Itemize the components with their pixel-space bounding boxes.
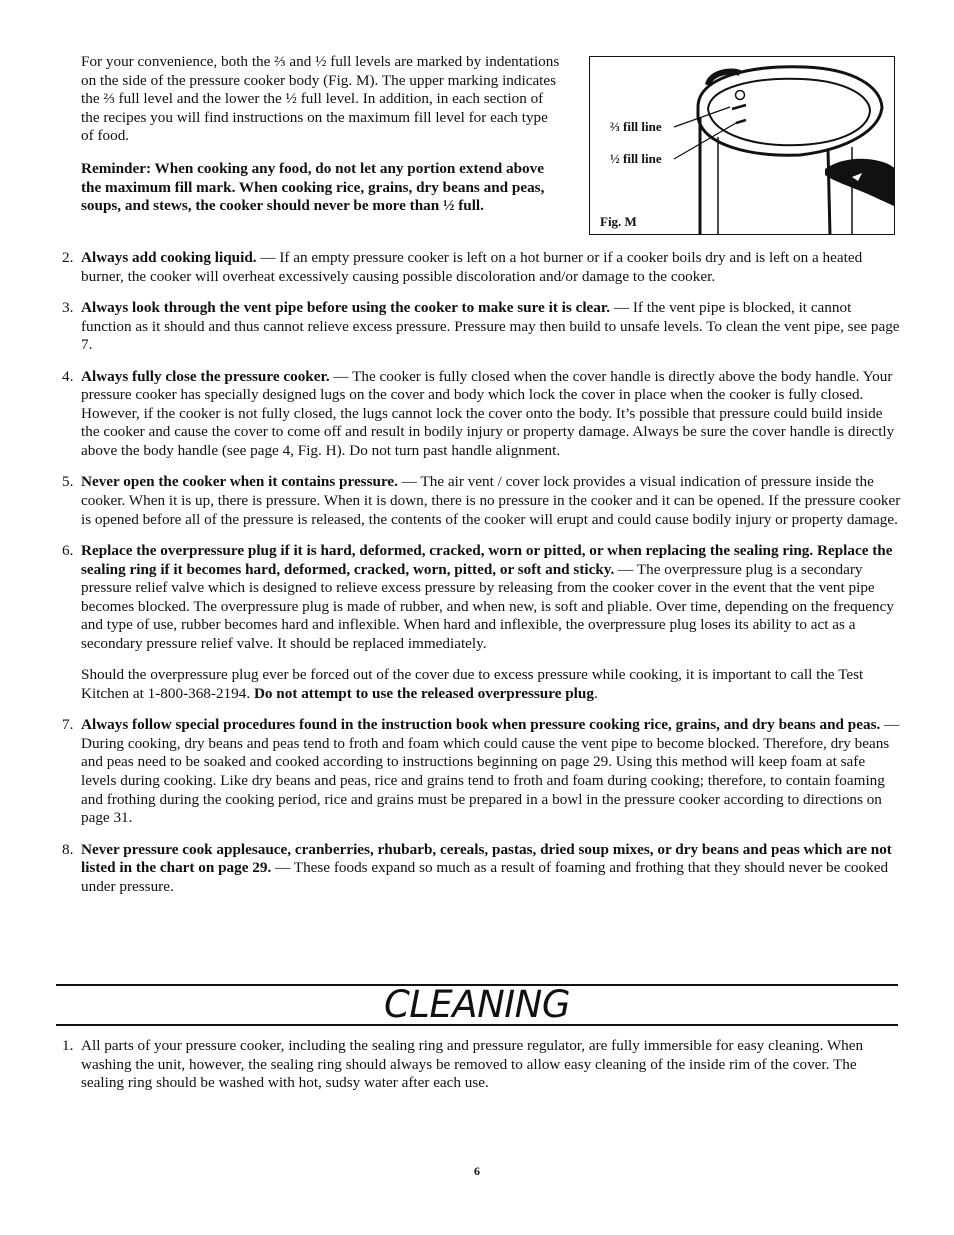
item-number: 1. (62, 1037, 74, 1054)
item-text: — If the vent pipe is blocked, it cannot function as it should and thus cannot relieve excess pressure. Pressure may then build to unsafe levels. To clean the vent pipe, see page 7. (81, 298, 900, 354)
item-text: All parts of your pressure cooker, including the sealing ring and pressure regulator, are fully immersible for easy cleaning. When washing the unit, however, the sealing ring should always be removed to allow easy cleaning of the inside rim of the cover. The sealing ring should be washed with hot, sudsy water after each use. (81, 1037, 864, 1092)
item-text: — These foods expand so much as a result of foaming and frothing that they should never be cooked under pressure. (81, 859, 889, 895)
item-heading: Always fully close the pressure cooker. (81, 367, 330, 385)
followup-end: . (593, 684, 598, 702)
followup-text: Should the overpressure plug ever be forced out of the cover due to excess pressure while cooking, it is important to call the Test Kitchen at 1-800-368-2194. (81, 666, 864, 702)
intro-paragraph: For your convenience, both the ⅔ and ½ full levels are marked by indentations on the side of the pressure cooker body (Fig. M). The upper marking indicates the ⅔ full level and the lower the ½ full level. In addition, in each section of the recipes you will find instructions on the maximum fill level for each type of food. (81, 53, 560, 145)
list-item (0, 542, 901, 704)
section-heading: CLEANING (383, 983, 571, 1026)
reminder-paragraph: Reminder: When cooking any food, do not let any portion extend above the maximum fill mark. When cooking rice, grains, dry beans and peas, soups, and stews, the cooker should never be more than ½ full. (81, 160, 545, 215)
item-number: 4. (62, 367, 74, 385)
item-number: 3. (62, 298, 74, 316)
two-thirds-fill-line-label: ⅔ fill line (610, 119, 662, 134)
safety-list (0, 249, 954, 909)
cleaning-list (0, 1037, 954, 1106)
list-item (0, 368, 901, 461)
page-number: 6 (474, 1164, 480, 1178)
figure-m (589, 56, 895, 235)
list-item (0, 716, 901, 828)
item-number: 7. (62, 716, 74, 734)
item-followup-paragraph (81, 666, 901, 703)
item-text: — The air vent / cover lock provides a visual indication of pressure inside the cooker. When it is up, there is pressure. When it is down, there is no pressure in the cooker and it can be opened. If the pressure cooker is opened before all of the pressure is released, the contents of the cooker will erupt and could cause bodily injury or property damage. (81, 473, 901, 528)
item-text: — The overpressure plug is a secondary pressure relief valve which is designed to relieve excess pressure by releasing from the cooker cover in the event that the vent pipe becomes blocked. The overpressure plug is made of rubber, and when new, is soft and pliable. Over time, depending on the frequency and type of use, rubber becomes hard and inflexible. When hard and inflexible, the overpressure plug loses its ability to act as a secondary pressure relief valve. It should be replaced immediately. (81, 560, 894, 652)
item-number: 8. (62, 840, 74, 858)
list-item (0, 1037, 901, 1093)
pressure-cooker-illustration (590, 57, 895, 235)
item-number: 6. (62, 541, 74, 559)
list-item (0, 299, 901, 355)
item-number: 2. (62, 249, 74, 266)
item-heading: Never open the cooker when it contains pressure. (81, 473, 398, 491)
half-fill-line-label: ½ fill line (610, 151, 662, 166)
list-item (0, 249, 901, 286)
item-number: 5. (62, 473, 74, 491)
item-text: — The cooker is fully closed when the cover handle is directly above the body handle. Your pressure cooker has specially designed lugs on the cover and body which lock the cover in place when the cooker is fully closed. However, if the cooker is not fully closed, the lugs cannot lock the cover onto the body. It’s possible that pressure could build inside the cooker and cause the cover to come off and result in bodily injury or property damage. Always be sure the cover handle is directly above the body handle (see page 4, Fig. H). Do not turn past handle alignment. (81, 367, 895, 459)
item-heading: Always look through the vent pipe before using the cooker to make sure it is clear. (81, 298, 611, 316)
item-heading: Replace the overpressure plug if it is hard, deformed, cracked, worn or pitted, or when replacing the sealing ring. Replace the sealing ring if it becomes hard, deformed, cracked, worn, pitted, or soft and sticky. (81, 541, 893, 578)
item-heading: Always follow special procedures found in the instruction book when pressure cooking rice, grains, and dry beans and peas. (81, 716, 881, 734)
list-item (0, 473, 901, 529)
heading-bottom-rule (56, 1024, 898, 1026)
item-text: — If an empty pressure cooker is left on a hot burner or if a cooker boils dry and is left on a heated burner, the cooker will overheat excessively causing possible discoloration and/or damage to the cooker. (81, 249, 863, 285)
item-text: — During cooking, dry beans and peas tend to froth and foam which could cause the vent pipe to become blocked. Therefore, dry beans and peas need to be soaked and cooked according to instructions beginning on page 29. Using this method will keep foam at safe levels during cooking. Like dry beans and peas, rice and grains tend to froth and foam during cooking; therefore, to contain foaming and frothing during the cooking period, rice and grains must be prepared in a bowl in the pressure cooker according to directions on page 31. (81, 716, 900, 827)
item-heading: Always add cooking liquid. (81, 249, 257, 266)
followup-warning: Do not attempt to use the released overpressure plug (253, 684, 594, 702)
item-heading: Never pressure cook applesauce, cranberries, rhubarb, cereals, pastas, dried soup mixes, or dry beans and peas which are not listed in the chart on page 29. (81, 840, 892, 877)
list-item (0, 841, 901, 897)
figure-caption: Fig. M (600, 214, 637, 229)
